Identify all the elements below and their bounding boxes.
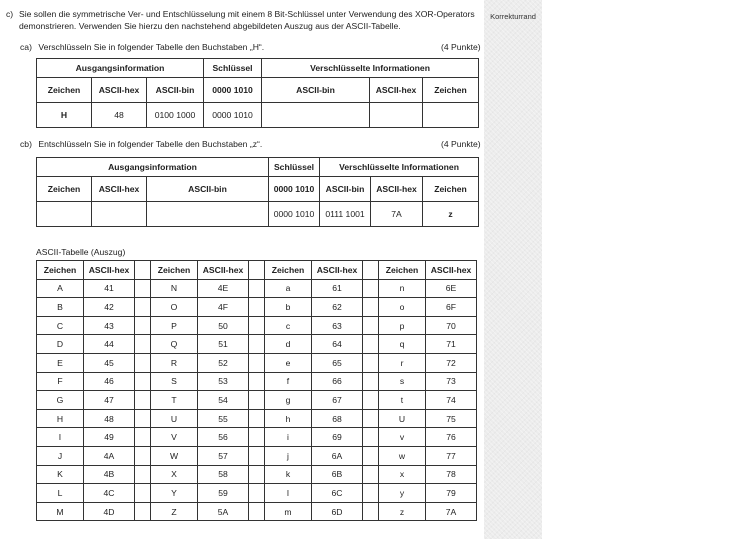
ascii-char-cell: k	[265, 465, 312, 484]
ascii-hex-cell: 57	[198, 446, 249, 465]
ascii-char-cell: I	[37, 428, 84, 447]
task-marker: c)	[6, 9, 14, 19]
ascii-char-cell: K	[37, 465, 84, 484]
ascii-column-gap	[363, 279, 379, 298]
ascii-col-header-hex: ASCII-hex	[312, 261, 363, 280]
ascii-hex-cell: 78	[426, 465, 477, 484]
ascii-char-cell: D	[37, 335, 84, 354]
group-header-source: Ausgangsinformation	[37, 59, 204, 78]
ascii-char-cell: c	[265, 316, 312, 335]
ascii-char-cell: p	[379, 316, 426, 335]
ascii-table-row	[37, 484, 477, 503]
col-header: ASCII-hex	[371, 177, 423, 202]
task-b-points: (4 Punkte)	[441, 139, 481, 149]
ascii-hex-cell: 41	[84, 279, 135, 298]
ascii-table-row	[37, 428, 477, 447]
table-cell: 0000 1010	[204, 103, 262, 128]
ascii-char-cell: v	[379, 428, 426, 447]
ascii-char-cell: X	[151, 465, 198, 484]
ascii-hex-cell: 6D	[312, 502, 363, 521]
col-header: Zeichen	[37, 177, 92, 202]
ascii-column-gap	[135, 484, 151, 503]
table-cell: H	[37, 103, 92, 128]
ascii-hex-cell: 47	[84, 391, 135, 410]
ascii-hex-cell: 44	[84, 335, 135, 354]
ascii-hex-cell: 53	[198, 372, 249, 391]
ascii-char-cell: e	[265, 353, 312, 372]
answer-cell[interactable]	[370, 103, 423, 128]
ascii-char-cell: g	[265, 391, 312, 410]
ascii-char-cell: r	[379, 353, 426, 372]
ascii-column-gap	[135, 446, 151, 465]
ascii-column-gap	[363, 298, 379, 317]
ascii-char-cell: m	[265, 502, 312, 521]
ascii-hex-cell: 6A	[312, 446, 363, 465]
group-header-encrypted: Verschlüsselte Informationen	[320, 158, 479, 177]
ascii-column-gap	[363, 502, 379, 521]
ascii-col-header-char: Zeichen	[379, 261, 426, 280]
col-header: ASCII-hex	[370, 78, 423, 103]
ascii-hex-cell: 73	[426, 372, 477, 391]
ascii-char-cell: f	[265, 372, 312, 391]
ascii-char-cell: M	[37, 502, 84, 521]
ascii-char-cell: V	[151, 428, 198, 447]
intro-line-2: demonstrieren. Verwenden Sie hierzu den nachstehend abgebildeten Auszug aus der ASCII-Tabelle.	[19, 20, 401, 31]
ascii-column-gap	[249, 261, 265, 280]
ascii-column-gap	[363, 484, 379, 503]
ascii-hex-cell: 51	[198, 335, 249, 354]
ascii-table-row	[37, 353, 477, 372]
ascii-column-gap	[363, 261, 379, 280]
ascii-column-gap	[363, 446, 379, 465]
intro-line-1: Sie sollen die symmetrische Ver- und Entschlüsselung mit einem 8 Bit-Schlüssel unter Verwendung des XOR-Operators	[19, 9, 475, 19]
ascii-char-cell: S	[151, 372, 198, 391]
ascii-column-gap	[135, 465, 151, 484]
ascii-hex-cell: 4B	[84, 465, 135, 484]
ascii-char-cell: o	[379, 298, 426, 317]
ascii-hex-cell: 74	[426, 391, 477, 410]
ascii-char-cell: C	[37, 316, 84, 335]
ascii-column-gap	[135, 353, 151, 372]
col-header: ASCII-bin	[147, 177, 269, 202]
ascii-char-cell: Y	[151, 484, 198, 503]
ascii-table-row	[37, 391, 477, 410]
ascii-column-gap	[135, 372, 151, 391]
ascii-hex-cell: 62	[312, 298, 363, 317]
col-header: ASCII-hex	[92, 78, 147, 103]
ascii-char-cell: s	[379, 372, 426, 391]
ascii-table-row	[37, 316, 477, 335]
ascii-hex-cell: 72	[426, 353, 477, 372]
ascii-column-gap	[363, 391, 379, 410]
task-a-marker: ca)	[20, 42, 32, 52]
col-header: Zeichen	[423, 177, 479, 202]
ascii-column-gap	[249, 335, 265, 354]
task-intro	[6, 9, 482, 32]
ascii-char-cell: l	[265, 484, 312, 503]
col-header: 0000 1010	[204, 78, 262, 103]
ascii-char-cell: E	[37, 353, 84, 372]
ascii-column-gap	[249, 391, 265, 410]
ascii-char-cell: w	[379, 446, 426, 465]
ascii-column-gap	[135, 279, 151, 298]
ascii-hex-cell: 76	[426, 428, 477, 447]
col-header: ASCII-bin	[147, 78, 204, 103]
ascii-column-gap	[249, 502, 265, 521]
ascii-char-cell: h	[265, 409, 312, 428]
ascii-hex-cell: 66	[312, 372, 363, 391]
ascii-column-gap	[135, 391, 151, 410]
ascii-column-gap	[249, 353, 265, 372]
ascii-table-caption: ASCII-Tabelle (Auszug)	[36, 247, 126, 257]
group-header-source: Ausgangsinformation	[37, 158, 269, 177]
ascii-table-row	[37, 279, 477, 298]
decrypt-table	[36, 157, 479, 227]
ascii-hex-cell: 6E	[426, 279, 477, 298]
ascii-hex-cell: 59	[198, 484, 249, 503]
group-header-key: Schlüssel	[204, 59, 262, 78]
ascii-column-gap	[363, 316, 379, 335]
ascii-table-row	[37, 409, 477, 428]
ascii-table-row	[37, 446, 477, 465]
ascii-table-row	[37, 335, 477, 354]
ascii-char-cell: H	[37, 409, 84, 428]
ascii-char-cell: a	[265, 279, 312, 298]
ascii-table-row	[37, 502, 477, 521]
ascii-char-cell: W	[151, 446, 198, 465]
ascii-table-row	[37, 465, 477, 484]
ascii-hex-cell: 54	[198, 391, 249, 410]
ascii-col-header-hex: ASCII-hex	[426, 261, 477, 280]
ascii-hex-cell: 4E	[198, 279, 249, 298]
ascii-hex-cell: 79	[426, 484, 477, 503]
answer-cell[interactable]	[423, 103, 479, 128]
ascii-column-gap	[135, 261, 151, 280]
ascii-hex-cell: 6B	[312, 465, 363, 484]
ascii-hex-cell: 4C	[84, 484, 135, 503]
ascii-hex-cell: 48	[84, 409, 135, 428]
task-b-heading	[20, 139, 262, 149]
ascii-char-cell: N	[151, 279, 198, 298]
col-header: Zeichen	[423, 78, 479, 103]
encrypt-table	[36, 58, 479, 128]
ascii-hex-cell: 61	[312, 279, 363, 298]
ascii-column-gap	[249, 465, 265, 484]
ascii-char-cell: Z	[151, 502, 198, 521]
ascii-hex-cell: 68	[312, 409, 363, 428]
col-header: ASCII-bin	[320, 177, 371, 202]
ascii-char-cell: F	[37, 372, 84, 391]
ascii-column-gap	[135, 409, 151, 428]
ascii-char-cell: y	[379, 484, 426, 503]
ascii-hex-cell: 50	[198, 316, 249, 335]
ascii-column-gap	[249, 446, 265, 465]
task-a-points: (4 Punkte)	[441, 42, 481, 52]
ascii-column-gap	[249, 372, 265, 391]
ascii-char-cell: d	[265, 335, 312, 354]
ascii-col-header-hex: ASCII-hex	[84, 261, 135, 280]
table-cell: 0100 1000	[147, 103, 204, 128]
ascii-hex-cell: 4F	[198, 298, 249, 317]
answer-cell[interactable]	[147, 202, 269, 227]
ascii-col-header-char: Zeichen	[37, 261, 84, 280]
ascii-hex-cell: 42	[84, 298, 135, 317]
ascii-char-cell: n	[379, 279, 426, 298]
group-header-encrypted: Verschlüsselte Informationen	[262, 59, 479, 78]
ascii-hex-cell: 65	[312, 353, 363, 372]
task-b-text: Entschlüsseln Sie in folgender Tabelle den Buchstaben „z“.	[38, 139, 263, 149]
ascii-char-cell: T	[151, 391, 198, 410]
ascii-hex-cell: 6C	[312, 484, 363, 503]
ascii-char-cell: G	[37, 391, 84, 410]
ascii-char-cell: B	[37, 298, 84, 317]
ascii-table-row	[37, 298, 477, 317]
table-cell: 0000 1010	[269, 202, 320, 227]
answer-cell[interactable]	[92, 202, 147, 227]
ascii-char-cell: j	[265, 446, 312, 465]
ascii-hex-cell: 55	[198, 409, 249, 428]
ascii-char-cell: t	[379, 391, 426, 410]
col-header: 0000 1010	[269, 177, 320, 202]
ascii-column-gap	[249, 298, 265, 317]
table-cell: z	[423, 202, 479, 227]
ascii-hex-cell: 63	[312, 316, 363, 335]
ascii-char-cell: i	[265, 428, 312, 447]
ascii-hex-cell: 67	[312, 391, 363, 410]
ascii-char-cell: A	[37, 279, 84, 298]
table-cell: 7A	[371, 202, 423, 227]
ascii-char-cell: U	[151, 409, 198, 428]
ascii-char-cell: P	[151, 316, 198, 335]
correction-margin-label: Korrekturrand	[490, 12, 536, 21]
table-cell: 0111 1001	[320, 202, 371, 227]
ascii-hex-cell: 43	[84, 316, 135, 335]
ascii-column-gap	[363, 372, 379, 391]
ascii-hex-cell: 71	[426, 335, 477, 354]
ascii-char-cell: b	[265, 298, 312, 317]
ascii-char-cell: L	[37, 484, 84, 503]
ascii-col-header-char: Zeichen	[265, 261, 312, 280]
ascii-hex-cell: 7A	[426, 502, 477, 521]
correction-margin	[484, 0, 542, 539]
ascii-col-header-hex: ASCII-hex	[198, 261, 249, 280]
ascii-col-header-char: Zeichen	[151, 261, 198, 280]
ascii-hex-cell: 70	[426, 316, 477, 335]
ascii-column-gap	[249, 279, 265, 298]
ascii-column-gap	[363, 428, 379, 447]
ascii-column-gap	[249, 428, 265, 447]
col-header: ASCII-bin	[262, 78, 370, 103]
ascii-column-gap	[249, 484, 265, 503]
ascii-hex-cell: 6F	[426, 298, 477, 317]
ascii-hex-cell: 77	[426, 446, 477, 465]
ascii-hex-cell: 46	[84, 372, 135, 391]
task-a-heading	[20, 42, 264, 52]
ascii-column-gap	[363, 409, 379, 428]
ascii-hex-cell: 45	[84, 353, 135, 372]
ascii-column-gap	[249, 409, 265, 428]
ascii-column-gap	[249, 316, 265, 335]
ascii-hex-cell: 4D	[84, 502, 135, 521]
ascii-hex-cell: 49	[84, 428, 135, 447]
ascii-hex-cell: 5A	[198, 502, 249, 521]
ascii-char-cell: Q	[151, 335, 198, 354]
task-a-text: Verschlüsseln Sie in folgender Tabelle den Buchstaben „H“.	[38, 42, 265, 52]
ascii-hex-cell: 69	[312, 428, 363, 447]
answer-cell[interactable]	[37, 202, 92, 227]
ascii-char-cell: q	[379, 335, 426, 354]
col-header: ASCII-hex	[92, 177, 147, 202]
ascii-column-gap	[135, 298, 151, 317]
ascii-column-gap	[363, 335, 379, 354]
ascii-column-gap	[363, 465, 379, 484]
ascii-column-gap	[363, 353, 379, 372]
ascii-column-gap	[135, 502, 151, 521]
ascii-char-cell: J	[37, 446, 84, 465]
ascii-char-cell: x	[379, 465, 426, 484]
table-cell: 48	[92, 103, 147, 128]
ascii-char-cell: U	[379, 409, 426, 428]
ascii-column-gap	[135, 428, 151, 447]
ascii-hex-cell: 75	[426, 409, 477, 428]
ascii-column-gap	[135, 335, 151, 354]
ascii-hex-cell: 4A	[84, 446, 135, 465]
ascii-hex-cell: 56	[198, 428, 249, 447]
group-header-key: Schlüssel	[269, 158, 320, 177]
ascii-table-row	[37, 372, 477, 391]
ascii-hex-cell: 64	[312, 335, 363, 354]
answer-cell[interactable]	[262, 103, 370, 128]
col-header: Zeichen	[37, 78, 92, 103]
ascii-table	[36, 260, 477, 521]
task-b-marker: cb)	[20, 139, 32, 149]
ascii-hex-cell: 52	[198, 353, 249, 372]
ascii-char-cell: z	[379, 502, 426, 521]
ascii-hex-cell: 58	[198, 465, 249, 484]
ascii-char-cell: R	[151, 353, 198, 372]
ascii-column-gap	[135, 316, 151, 335]
ascii-char-cell: O	[151, 298, 198, 317]
